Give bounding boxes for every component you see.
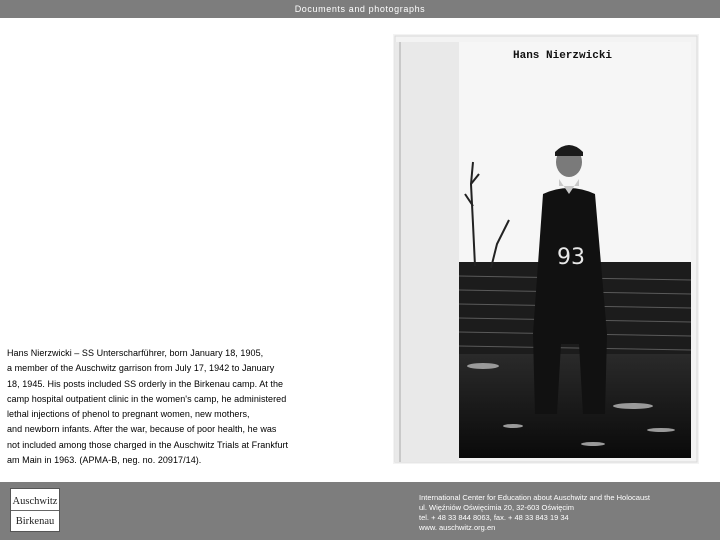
top-bar bbox=[0, 0, 720, 18]
caption-line: camp hospital outpatient clinic in the women's camp, he administered bbox=[7, 393, 287, 404]
photo-caption bbox=[7, 346, 327, 468]
photo-label: Hans Nierzwicki bbox=[513, 50, 613, 62]
contact-organization: International Center for Education about Auschwitz and the Holocaust bbox=[419, 493, 650, 502]
contact-info bbox=[419, 493, 719, 533]
page-title: Documents and photographs bbox=[294, 4, 426, 14]
caption-line: not included among those charged in the Auschwitz Trials at Frankfurt bbox=[7, 439, 289, 450]
auschwitz-birkenau-logo bbox=[10, 488, 60, 532]
footer-bar bbox=[0, 482, 720, 540]
archival-photo bbox=[393, 34, 699, 464]
logo-bottom-word: Birkenau bbox=[15, 516, 55, 527]
photo-image bbox=[393, 34, 699, 464]
caption-line: Hans Nierzwicki – SS Unterscharführer, born January 18, 1905, bbox=[7, 348, 264, 358]
caption-line: am Main in 1963. (APMA-B, neg. no. 20917/14). bbox=[7, 455, 202, 466]
contact-website: www. auschwitz.org.en bbox=[419, 523, 496, 532]
caption-line: lethal injections of phenol to pregnant women, new mothers, bbox=[7, 409, 250, 420]
chest-number: 93 bbox=[557, 245, 585, 270]
contact-address: ul. Więźniów Oświęcimia 20, 32-603 Oświęcim bbox=[419, 503, 575, 512]
caption-line: and newborn infants. After the war, because of poor health, he was bbox=[7, 424, 277, 435]
contact-phone: tel. + 48 33 844 8063, fax. + 48 33 843 19 34 bbox=[419, 513, 569, 522]
logo-top-word: Auschwitz bbox=[11, 495, 59, 511]
caption-line: 18, 1945. His posts included SS orderly in the Birkenau camp. At the bbox=[7, 378, 284, 389]
caption-line: a member of the Auschwitz garrison from July 17, 1942 to January bbox=[7, 363, 275, 374]
